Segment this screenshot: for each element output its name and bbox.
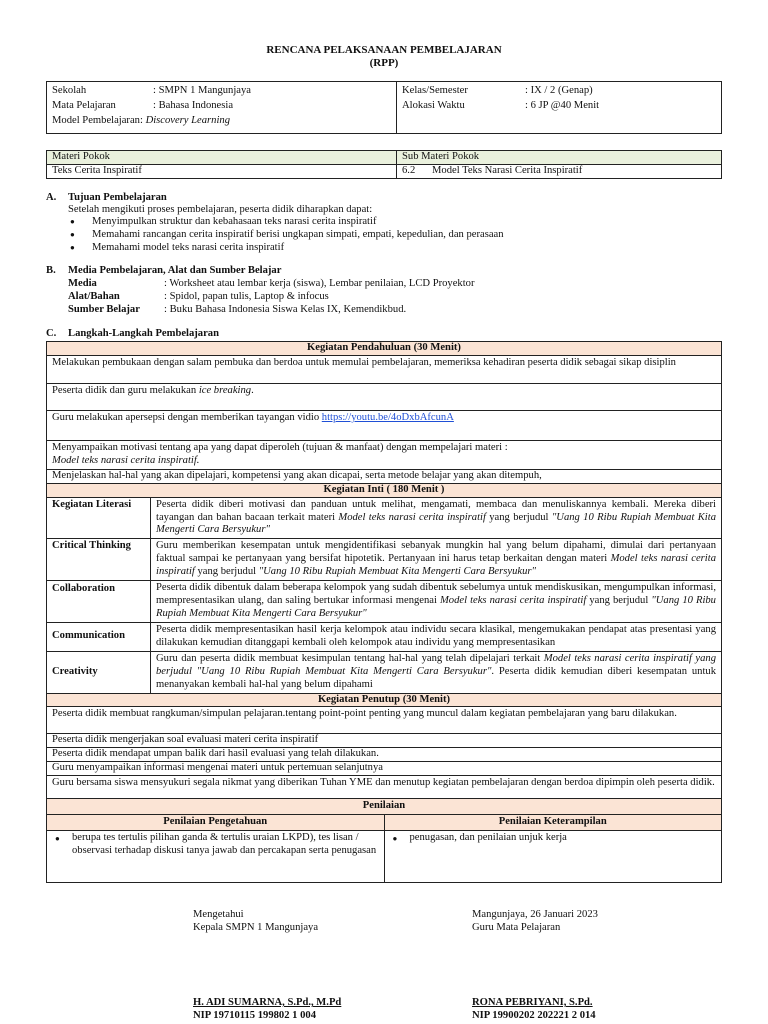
tujuan-intro: Setelah mengikuti proses pembelajaran, peserta didik diharapkan dapat: [68, 204, 373, 215]
penilaian-header: Penilaian [47, 799, 722, 815]
keterampilan-text: ● penugasan, dan penilaian unjuk kerja [390, 832, 717, 845]
row-text: Peserta didik dan guru melakukan [52, 384, 199, 396]
row-text-end: . [251, 384, 254, 396]
collab-content [151, 581, 722, 623]
table-row: Melakukan pembukaan dengan salam pembuka dan berdoa untuk memulai pembelajaran, memeriksa kehadiran peserta didik sebagai sikap disiplin [47, 355, 722, 383]
italic-part: Model teks narasi cerita inspiratif yang berjudul "Uang 10 Ribu Rupiah Membuat Kita Mengerti Cara Bersyukur" [156, 652, 717, 677]
kelas-label: Kelas/Semester [402, 85, 468, 96]
sumber-value: : Buku Bahasa Indonesia Siswa Kelas IX, Kemendikbud. [164, 304, 407, 315]
text-part: yang berjudul [194, 566, 259, 578]
pengetahuan-text: ● berupa tes tertulis pilihan ganda & tertulis uraian LKPD), tes lisan / observasi terhadap diskusi tanya jawab dan percakapan serta penugasan [52, 832, 379, 858]
right-signer [472, 997, 596, 1023]
sub-materi-cell [397, 164, 722, 178]
collab-label: Collaboration [47, 581, 151, 623]
pengetahuan-header: Penilaian Pengetahuan [47, 814, 385, 830]
right-signer-name: RONA PEBRIYANI, S.Pd. [472, 997, 593, 1008]
italic-part: "Uang 10 Ribu Rupiah Membuat Kita Mengerti Cara Bersyukur" [258, 566, 536, 578]
italic-part: "Uang 10 Ribu Rupiah Membuat Kita Mengerti Cara Bersyukur" [156, 511, 716, 536]
media-key: Media [68, 278, 97, 289]
comm-label: Communication [47, 622, 151, 651]
tujuan-list [68, 216, 504, 255]
video-link[interactable]: https://youtu.be/4oDxbAfcunA [321, 411, 454, 423]
italic-part: Model teks narasi cerita inspiratif [439, 595, 587, 607]
list-item: ● Memahami model teks narasi cerita inspiratif [68, 242, 504, 255]
text-part: yang berjudul [485, 511, 552, 523]
text-part: Guru dan peserta didik membuat kesimpulan tentang hal-hal yang telah dipelajari terkait [156, 652, 544, 664]
media-value: : Worksheet atau lembar kerja (siswa), Lembar penilaian, LCD Proyektor [164, 278, 475, 289]
keterampilan-header: Penilaian Keterampilan [384, 814, 722, 830]
keterampilan-cell [384, 830, 722, 882]
pendahuluan-header: Kegiatan Pendahuluan (30 Menit) [47, 342, 722, 356]
table-row: Menjelaskan hal-hal yang akan dipelajari, kompetensi yang akan dicapai, serta metode belajar yang akan ditempuh, [47, 469, 722, 483]
literasi-label: Kegiatan Literasi [47, 497, 151, 539]
table-row: Guru bersama siswa mensyukuri segala nikmat yang diberikan Tuhan YME dan menutup kegiatan pembelajaran dengan berdoa dipimpin oleh peserta didik. [47, 776, 722, 803]
materi-pokok-header: Materi Pokok [47, 151, 397, 165]
table-row: Guru menyampaikan informasi mengenai materi untuk pertemuan selanjutnya [47, 762, 722, 776]
section-b-heading [46, 265, 281, 278]
identity-right-cell [397, 82, 722, 134]
section-a-letter: A. [46, 192, 57, 203]
pengetahuan-cell [47, 830, 385, 882]
section-c-heading [46, 328, 219, 341]
sub-materi-value: Model Teks Narasi Cerita Inspiratif [432, 164, 583, 176]
mapel-value: : Bahasa Indonesia [153, 100, 234, 111]
left-signer-name: H. ADI SUMARNA, S.Pd., M.Pd [193, 997, 342, 1008]
left-signer-nip: NIP 19710115 199802 1 004 [193, 1009, 317, 1021]
kelas-value: : IX / 2 (Genap) [525, 85, 593, 96]
alat-value: : Spidol, papan tulis, Laptop & infocus [164, 291, 329, 302]
left-sign-line2: Kepala SMPN 1 Mangunjaya [193, 921, 319, 933]
sub-materi-number: 6.2 [402, 164, 416, 176]
critical-content [151, 539, 722, 581]
table-row: Peserta didik mendapat umpan balik dari hasil evaluasi yang telah dilakukan. [47, 748, 722, 762]
model-value: Discovery Learning [145, 115, 231, 126]
creat-content [151, 651, 722, 693]
steps-table [46, 341, 722, 803]
penilaian-table [46, 798, 722, 883]
sekolah-label: Sekolah [52, 85, 87, 96]
materi-table [46, 150, 722, 179]
table-row [47, 440, 722, 469]
row-text: Menyampaikan motivasi tentang apa yang dapat diperoleh (tujuan & manfaat) dengan mempelajari materi : [52, 441, 508, 453]
materi-pokok-value: Teks Cerita Inspiratif [47, 164, 397, 178]
list-item: ● Menyimpulkan struktur dan kebahasaan teks narasi cerita inspiratif [68, 216, 504, 229]
right-sign-line2: Guru Mata Pelajaran [472, 921, 561, 933]
right-sign-line1: Mangunjaya, 26 Januari 2023 [472, 909, 598, 920]
row-text: Guru melakukan apersepsi dengan memberikan tayangan vidio [52, 411, 322, 423]
critical-label: Critical Thinking [47, 539, 151, 581]
left-signer [193, 997, 341, 1023]
text-part: Peserta didik dibentuk dalam beberapa kelompok yang sudah dibentuk sebelumya untuk mendiskusikan, mengumpulkan informasi, mempresentasikan ulang, dan saling bertukar informasi mengenai [156, 582, 716, 607]
inti-header: Kegiatan Inti ( 180 Menit ) [47, 483, 722, 497]
italic-part: Model teks narasi cerita inspiratif [156, 553, 716, 578]
sub-materi-header: Sub Materi Pokok [397, 151, 722, 165]
left-sign-line1: Mengetahui [193, 909, 244, 920]
section-a-title: Tujuan Pembelajaran [68, 192, 167, 203]
italic-part: "Uang 10 Ribu Rupiah Membuat Kita Mengerti Cara Bersyukur" [156, 595, 716, 619]
section-b-title: Media Pembelajaran, Alat dan Sumber Belajar [68, 265, 282, 276]
literasi-content [151, 497, 722, 539]
alokasi-value: : 6 JP @40 Menit [525, 100, 600, 111]
media-list [68, 278, 474, 317]
sekolah-value: : SMPN 1 Mangunjaya [153, 85, 251, 96]
document-subtitle: (RPP) [369, 57, 399, 69]
identity-table [46, 81, 722, 134]
left-signature-block [193, 909, 318, 935]
row-italic: ice breaking [198, 384, 252, 396]
creat-label: Creativity [47, 651, 151, 693]
mapel-label: Mata Pelajaran [52, 100, 116, 111]
sumber-key: Sumber Belajar [68, 304, 140, 315]
section-c-title: Langkah-Langkah Pembelajaran [68, 328, 219, 339]
right-signer-nip: NIP 19900202 202221 2 014 [472, 1009, 596, 1021]
penutup-header: Kegiatan Penutup (30 Menit) [47, 693, 722, 707]
list-item: ● Memahami rancangan cerita inspiratif berisi ungkapan simpati, empati, kepedulian, dan perasaan [68, 229, 504, 242]
alokasi-label: Alokasi Waktu [402, 100, 465, 111]
comm-content: Peserta didik mempresentasikan hasil kerja kelompok atau individu secara klasikal, mengemukakan pendapat atas presentasi yang dilakukan kemudian ditanggapi kembali oleh kelompok atau individu yang mempresentasikan [151, 622, 722, 651]
model-label: Model Pembelajaran: [52, 115, 143, 126]
document-title: RENCANA PELAKSANAAN PEMBELAJARAN [266, 44, 502, 56]
identity-left-cell [47, 82, 397, 134]
text-part: yang berjudul [586, 595, 652, 607]
table-row [47, 410, 722, 440]
right-signature-block [472, 909, 598, 935]
section-a-heading [46, 192, 167, 205]
section-b-letter: B. [46, 265, 56, 276]
text-part: . Peserta didik kemudian diberi kesempatan untuk menanyakan kembali hal-hal yang belum dipahami [156, 665, 717, 690]
alat-key: Alat/Bahan [68, 291, 120, 302]
text-part: Peserta didik diberi motivasi dan panduan untuk melihat, mengamati, membaca dan menuliskannya kembali. Mereka diberi tayangan dan bahan bacaan terkait materi [156, 498, 716, 523]
section-c-letter: C. [46, 328, 57, 339]
text-part: Guru memberikan kesempatan untuk mengidentifikasi sebanyak mungkin hal yang belum dipahami, dimulai dari pertanyaan faktual sampai ke pertanyaan yang bersifat hipotetik. Pertanyaan ini harus tetap berkaitan dengan materi [156, 540, 716, 565]
row-italic: Model teks narasi cerita inspiratif. [52, 454, 200, 466]
italic-part: Model teks narasi cerita inspiratif [338, 511, 486, 523]
table-row: Peserta didik mengerjakan soal evaluasi materi cerita inspiratif [47, 734, 722, 748]
table-row [47, 383, 722, 410]
table-row: Peserta didik membuat rangkuman/simpulan pelajaran.tentang point-point penting yang muncul dalam kegiatan pembelajaran yang baru dilakukan. [47, 707, 722, 734]
